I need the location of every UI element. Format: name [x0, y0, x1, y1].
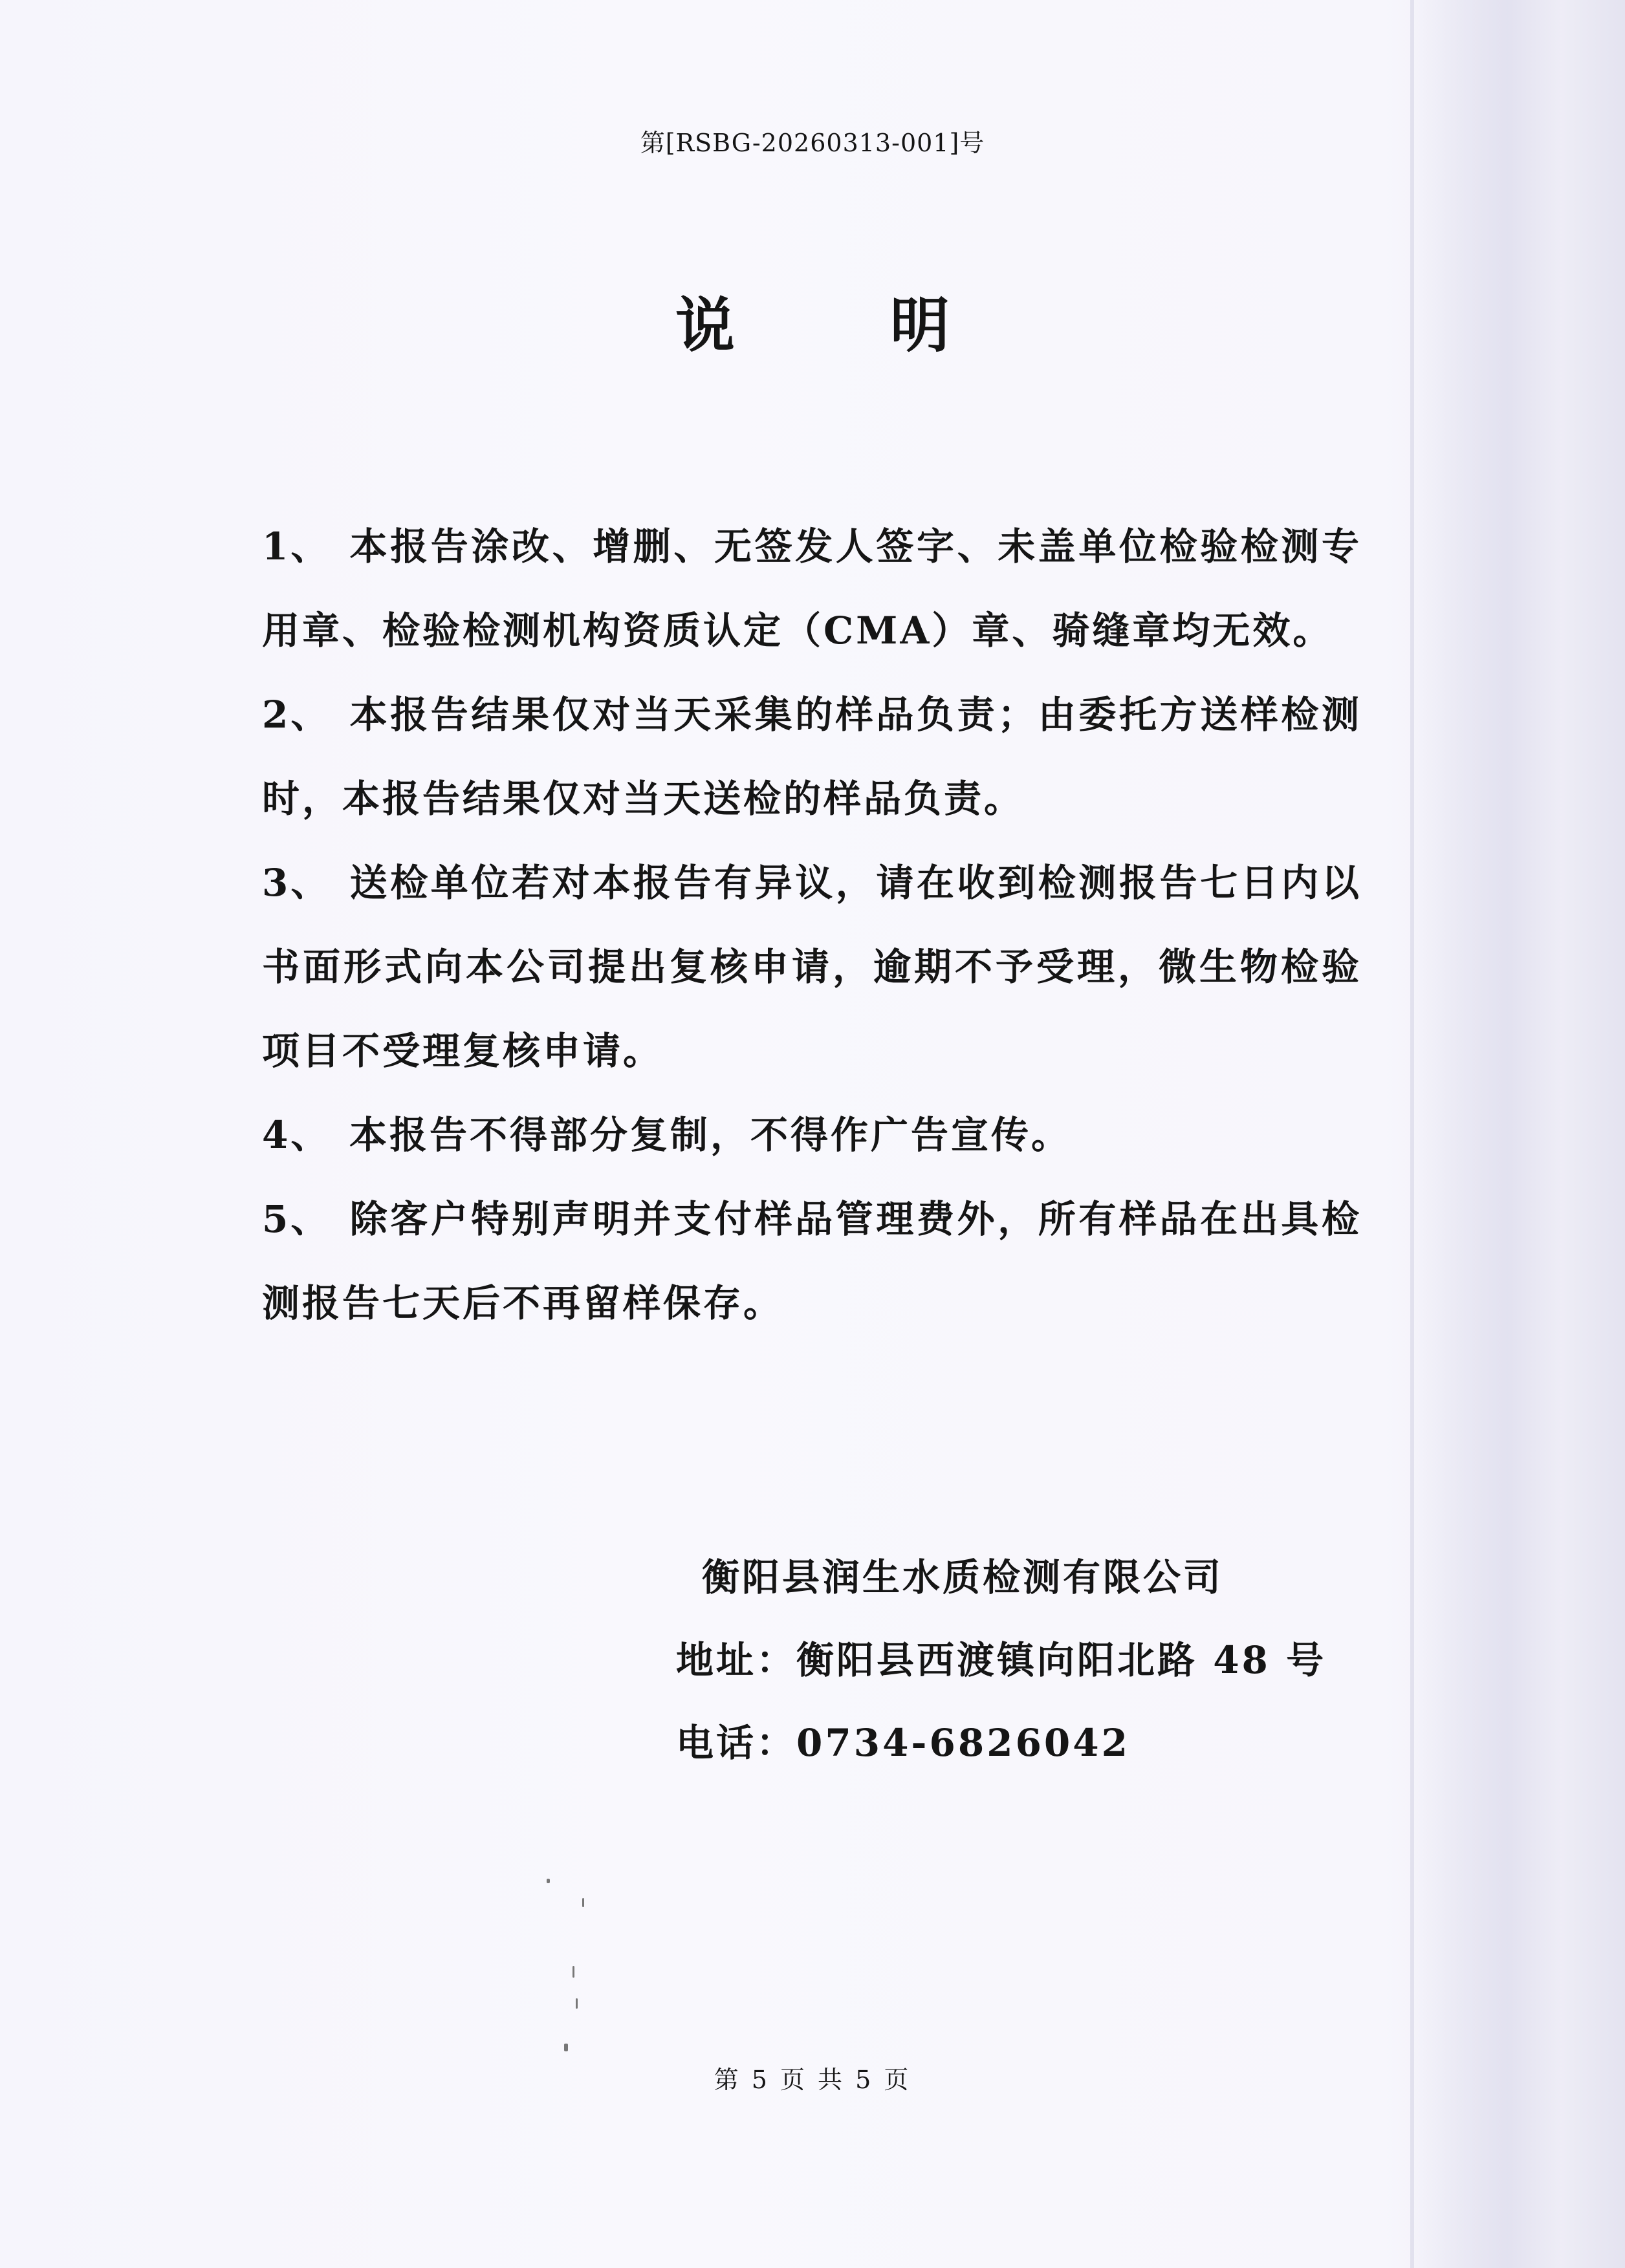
note-text: 本报告不得部分复制，不得作广告宣传。 [349, 1113, 1072, 1157]
title-char-2: 明 [890, 290, 950, 360]
note-number: 2、 [262, 693, 331, 737]
note-number: 1、 [262, 524, 331, 568]
note-text: 除客户特别声明并支付样品管理费外，所有样品在出具检测报告七天后不再留样保存。 [262, 1197, 1362, 1325]
note-number: 3、 [262, 861, 331, 905]
note-text: 本报告涂改、增删、无签发人签字、未盖单位检验检测专用章、检验检测机构资质认定（CMA）章、骑缝章均无效。 [262, 524, 1362, 653]
title-char-1: 说 [675, 290, 735, 360]
scan-speck [547, 1879, 550, 1883]
note-number: 4、 [262, 1113, 331, 1157]
note-item-1 [262, 504, 1362, 673]
note-item-2 [262, 673, 1362, 841]
company-phone: 电话：0734-6826042 [676, 1721, 1130, 1765]
note-text: 送检单位若对本报告有异议，请在收到检测报告七日内以书面形式向本公司提出复核申请，逾期不予受理，微生物检验项目不受理复核申请。 [262, 861, 1362, 1073]
company-address: 地址：衡阳县西渡镇向阳北路 48 号 [676, 1638, 1327, 1682]
company-name: 衡阳县润生水质检测有限公司 [702, 1555, 1224, 1599]
report-number: 第[RSBG-20260313-001]号 [640, 129, 985, 157]
scan-speck [573, 1966, 574, 1978]
page-indicator: 第 5 页 共 5 页 [714, 2066, 911, 2094]
note-item-3 [262, 841, 1362, 1093]
note-text: 本报告结果仅对当天采集的样品负责；由委托方送样检测时，本报告结果仅对当天送检的样品负责。 [262, 693, 1362, 821]
page-title [0, 278, 1625, 363]
scan-speck [582, 1898, 584, 1907]
note-item-4 [262, 1093, 1362, 1177]
notes-list [262, 504, 1362, 1345]
scan-speck [576, 1998, 578, 2009]
note-item-5 [262, 1177, 1362, 1345]
scan-speck [564, 2044, 568, 2051]
note-number: 5、 [262, 1197, 331, 1241]
